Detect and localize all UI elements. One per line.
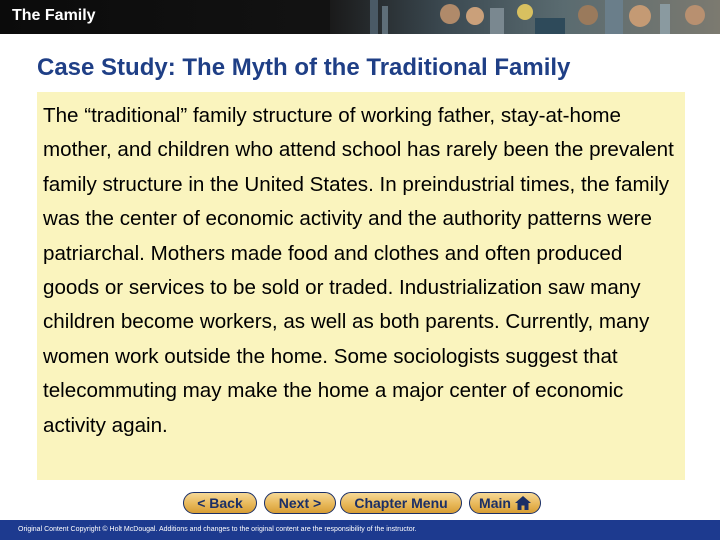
section-title: The Family xyxy=(12,7,96,24)
header-collage-image xyxy=(330,0,720,34)
chapter-menu-label: Chapter Menu xyxy=(354,495,448,511)
next-button[interactable] xyxy=(264,492,336,514)
slide-title: Case Study: The Myth of the Traditional Family xyxy=(37,54,571,81)
copyright-text: Original Content Copyright © Holt McDougal. Additions and changes to the original content are the responsibility of the instructor. xyxy=(18,526,417,533)
chapter-menu-button[interactable] xyxy=(340,492,462,514)
main-button-label: Main xyxy=(479,495,511,511)
header-bar xyxy=(0,0,720,34)
case-study-text-box xyxy=(37,92,685,480)
back-button[interactable] xyxy=(183,492,257,514)
footer-bar xyxy=(0,520,720,540)
case-study-body-text: The “traditional” family structure of working father, stay-at-home mother, and children who attend school has rarely been the prevalent family structure in the United States. In preindustrial times, the family was the center of economic activity and the authority patterns were patriarchal. Mothers made food and clothes and often produced goods or services to be sold or traded. Industrialization saw many children become workers, as well as both parents. Currently, many women work outside the home. Some sociologists suggest that telecommuting may make the home a major center of economic activity again. xyxy=(43,104,674,437)
back-button-label: < Back xyxy=(197,495,243,511)
main-button[interactable] xyxy=(469,492,541,514)
home-icon xyxy=(515,496,531,510)
next-button-label: Next > xyxy=(278,495,322,511)
